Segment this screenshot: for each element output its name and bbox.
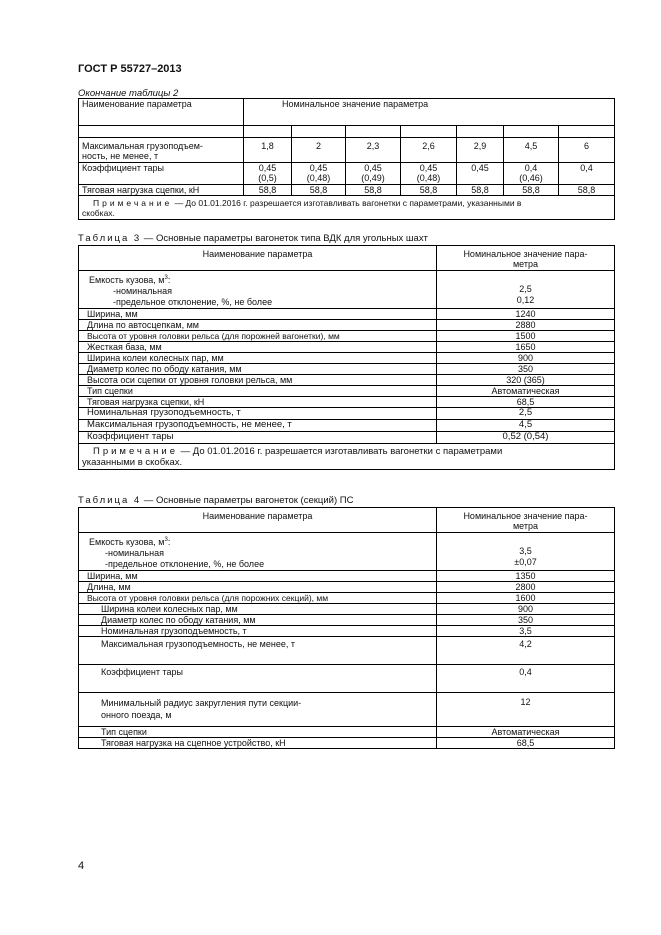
row-name: Диаметр колес по ободу катания, мм bbox=[79, 364, 437, 375]
table-row bbox=[79, 626, 615, 637]
cell: 320 (365) bbox=[437, 375, 615, 386]
cell: 4,2 bbox=[437, 637, 615, 665]
cell: 0,52 (0,54) bbox=[437, 432, 615, 444]
row-name: Тяговая нагрузка на сцепное устройство, кН bbox=[79, 738, 437, 749]
cell: 1650 bbox=[437, 342, 615, 353]
cell: 12 bbox=[437, 693, 615, 727]
cell: 58,8 bbox=[559, 185, 615, 196]
cell: 58,8 bbox=[504, 185, 559, 196]
table-row bbox=[79, 397, 615, 408]
cell: 58,8 bbox=[244, 185, 292, 196]
row-name: Тяговая нагрузка сцепки, кН bbox=[79, 185, 244, 196]
page-number: 4 bbox=[78, 860, 85, 872]
row-name: Тяговая нагрузка сцепки, кН bbox=[79, 397, 437, 408]
table2-caption: Окончание таблицы 2 bbox=[78, 88, 179, 99]
row-name: Длина, мм bbox=[79, 582, 437, 593]
cell: Автоматическая bbox=[437, 386, 615, 397]
cell: 0,45 (0,48) bbox=[292, 163, 346, 185]
table3 bbox=[78, 245, 615, 470]
table-row bbox=[79, 364, 615, 375]
row-name: Коэффициент тары bbox=[79, 163, 244, 185]
table-row bbox=[79, 353, 615, 364]
row-name: Максимальная грузоподъем- bbox=[82, 141, 203, 151]
cell: 2,5 0,12 bbox=[437, 271, 615, 309]
cell: 68,5 bbox=[437, 397, 615, 408]
table-row bbox=[79, 331, 615, 342]
table2 bbox=[78, 98, 615, 220]
row-name: Высота оси сцепки от уровня головки рельса, мм bbox=[79, 375, 437, 386]
cell: 900 bbox=[437, 604, 615, 615]
cell: 68,5 bbox=[437, 738, 615, 749]
table-row bbox=[79, 420, 615, 432]
cell: 4,5 bbox=[437, 420, 615, 432]
table-row bbox=[79, 582, 615, 593]
cell: 350 bbox=[437, 364, 615, 375]
table-row bbox=[79, 637, 615, 665]
row-name: Емкость кузова, $м^3$: -номинальная -предельное отклонение, %, не более bbox=[79, 533, 437, 571]
cell: 900 bbox=[437, 353, 615, 364]
cell: 3,5 bbox=[437, 626, 615, 637]
table4-caption: Таблица 4 — Основные параметры вагонеток (секций) ПС bbox=[78, 495, 354, 506]
cell: 350 bbox=[437, 615, 615, 626]
table2-head-param: Наименование параметра bbox=[79, 99, 244, 126]
table2-note: Примечание — До 01.01.2016 г. разрешается изготавливать вагонетки с параметрами, указанными в скобках. bbox=[79, 196, 615, 220]
cell: 6 bbox=[559, 138, 615, 163]
cell: 2,6 bbox=[401, 138, 457, 163]
row-name: Максимальная грузоподъемность, не менее, т bbox=[79, 420, 437, 432]
cell: 2,9 bbox=[457, 138, 504, 163]
table-row bbox=[79, 342, 615, 353]
cell: 2,5 bbox=[437, 408, 615, 420]
table-row bbox=[79, 320, 615, 331]
table-row bbox=[79, 375, 615, 386]
cell: 1500 bbox=[437, 331, 615, 342]
table3-head-param: Наименование параметра bbox=[79, 246, 437, 271]
cell: 58,8 bbox=[346, 185, 401, 196]
table-row bbox=[79, 408, 615, 420]
table-row bbox=[79, 163, 615, 185]
cell: 58,8 bbox=[292, 185, 346, 196]
table2-head-value: Номинальное значение параметра bbox=[244, 99, 615, 126]
row-name: ность, не менее, т bbox=[82, 151, 159, 161]
cell: 1350 bbox=[437, 571, 615, 582]
table4-head-value: Номинальное значение пара- метра bbox=[437, 508, 615, 533]
row-name: Коэффициент тары bbox=[79, 432, 437, 444]
row-name: Длина по автосцепкам, мм bbox=[79, 320, 437, 331]
cell: 0,45 bbox=[457, 163, 504, 185]
row-name: Номинальная грузоподъемность, т bbox=[79, 408, 437, 420]
table4-head-param: Наименование параметра bbox=[79, 508, 437, 533]
table-row bbox=[79, 185, 615, 196]
cell: 0,45 (0,48) bbox=[401, 163, 457, 185]
row-name: Тип сцепки bbox=[79, 727, 437, 738]
row-name: Тип сцепки bbox=[79, 386, 437, 397]
cell: 0,4 bbox=[559, 163, 615, 185]
document-header: ГОСТ Р 55727–2013 bbox=[78, 63, 182, 75]
row-name: Номинальная грузоподъемность, т bbox=[79, 626, 437, 637]
cell: 0,45 (0,49) bbox=[346, 163, 401, 185]
row-name: Максимальная грузоподъемность, не менее, т bbox=[79, 637, 437, 665]
row-name: Ширина колеи колесных пар, мм bbox=[79, 353, 437, 364]
cell: 4,5 bbox=[504, 138, 559, 163]
table-row bbox=[79, 727, 615, 738]
cell: 1,8 bbox=[244, 138, 292, 163]
table-row bbox=[79, 665, 615, 693]
cell: 2800 bbox=[437, 582, 615, 593]
table-row bbox=[79, 593, 615, 604]
cell: 1600 bbox=[437, 593, 615, 604]
row-name: Ширина, мм bbox=[79, 309, 437, 320]
row-name: Жесткая база, мм bbox=[79, 342, 437, 353]
cell: 0,4 (0,46) bbox=[504, 163, 559, 185]
cell: 2 bbox=[292, 138, 346, 163]
row-name: Ширина, мм bbox=[79, 571, 437, 582]
cell: 58,8 bbox=[457, 185, 504, 196]
table3-note: Примечание — До 01.01.2016 г. разрешается изготавливать вагонетки с параметрами указанными в скобках. bbox=[79, 444, 615, 470]
table-row bbox=[79, 604, 615, 615]
cell: 2,3 bbox=[346, 138, 401, 163]
table-row bbox=[79, 309, 615, 320]
table-row bbox=[79, 571, 615, 582]
table-row bbox=[79, 138, 615, 163]
cell: 2880 bbox=[437, 320, 615, 331]
cell: 0,4 bbox=[437, 665, 615, 693]
cell: Автоматическая bbox=[437, 727, 615, 738]
cell: 3,5 ±0,07 bbox=[437, 533, 615, 571]
table-row bbox=[79, 693, 615, 727]
row-name: Ширина колеи колесных пар, мм bbox=[79, 604, 437, 615]
row-name: Высота от уровня головки рельса (для порожних секций), мм bbox=[79, 593, 437, 604]
table-row bbox=[79, 386, 615, 397]
row-name: Минимальный радиус закругления пути секции- онного поезда, м bbox=[79, 693, 437, 727]
table-row bbox=[79, 432, 615, 444]
cell: 1240 bbox=[437, 309, 615, 320]
table4 bbox=[78, 507, 615, 749]
table3-head-value: Номинальное значение пара- метра bbox=[437, 246, 615, 271]
row-name: Высота от уровня головки рельса (для порожней вагонетки), мм bbox=[79, 331, 437, 342]
cell: 0,45 (0,5) bbox=[244, 163, 292, 185]
row-name: Диаметр колес по ободу катания, мм bbox=[79, 615, 437, 626]
table-row bbox=[79, 533, 615, 571]
table-row bbox=[79, 615, 615, 626]
table3-caption: Таблица 3 — Основные параметры вагонеток типа ВДК для угольных шахт bbox=[78, 233, 428, 244]
cell: 58,8 bbox=[401, 185, 457, 196]
table-row bbox=[79, 738, 615, 749]
row-name: Коэффициент тары bbox=[79, 665, 437, 693]
table-row bbox=[79, 271, 615, 309]
row-name: Емкость кузова, $м^3$: -номинальная -предельное отклонение, %, не более bbox=[79, 271, 437, 309]
